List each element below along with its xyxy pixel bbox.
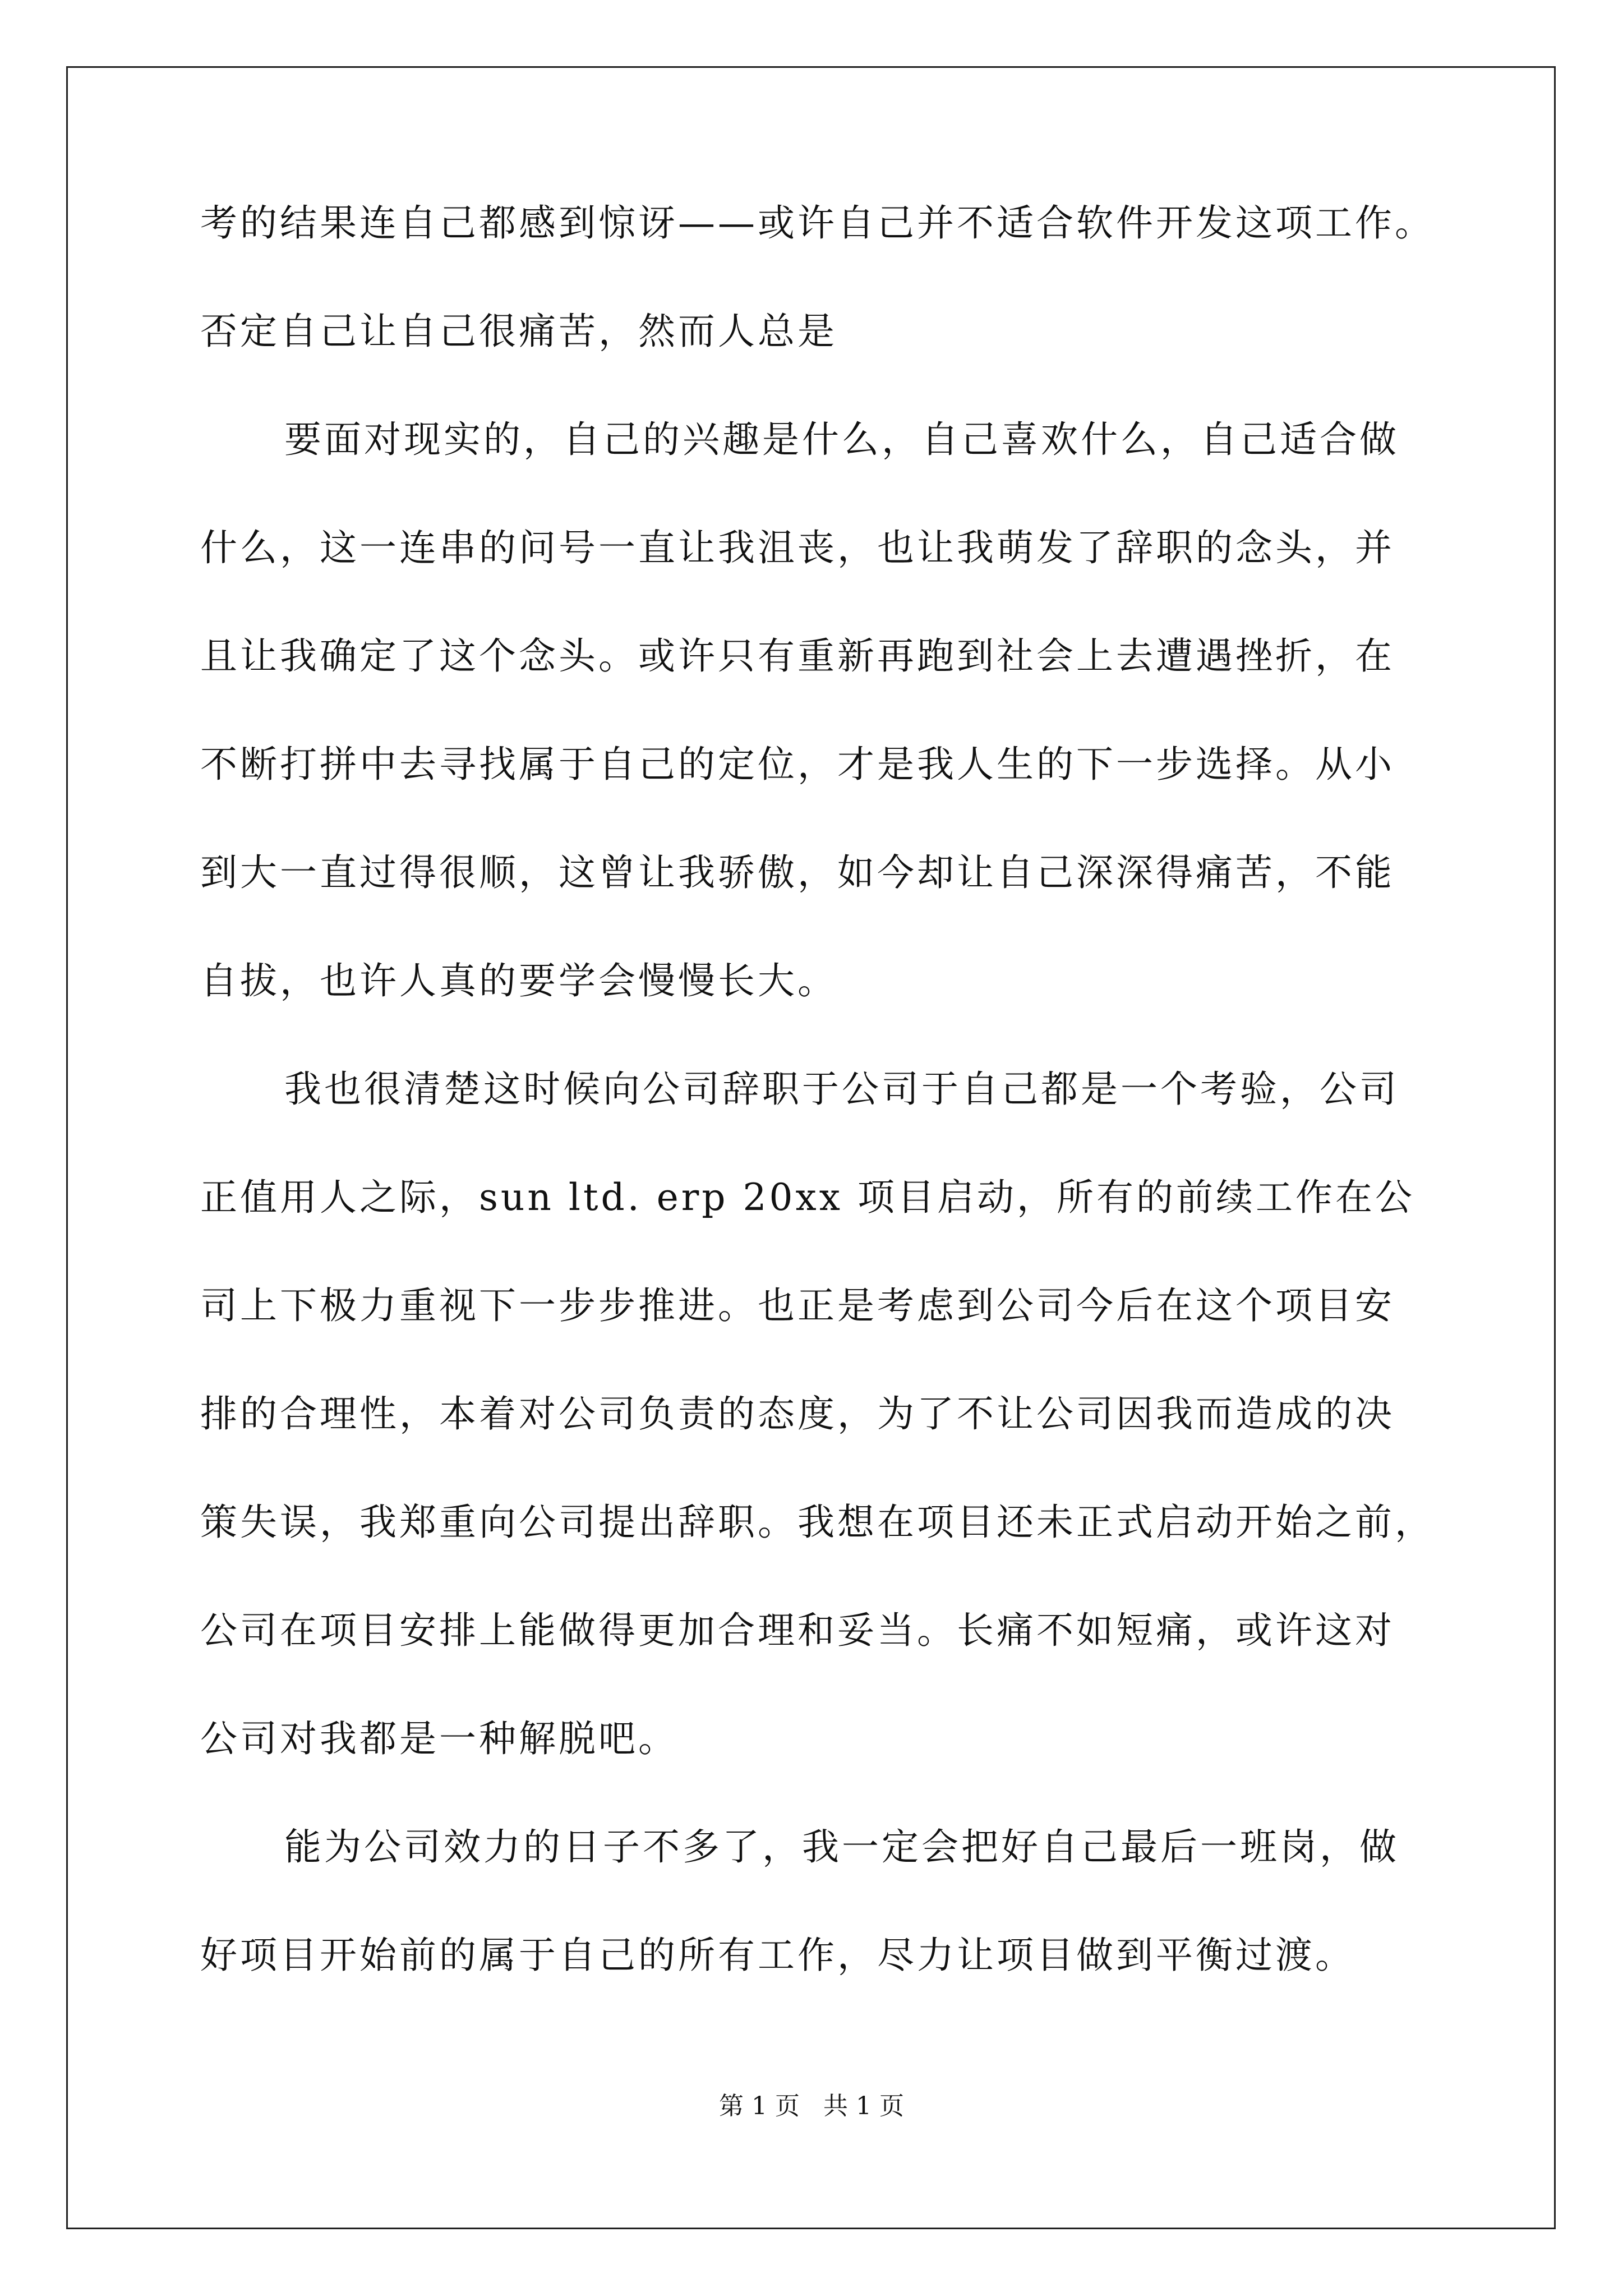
text-line: 排的合理性，本着对公司负责的态度，为了不让公司因我而造成的决 bbox=[200, 1392, 1395, 1435]
text-line: 公司对我都是一种解脱吧。 bbox=[200, 1717, 678, 1760]
text-line: 且让我确定了这个念头。或许只有重新再跑到社会上去遭遇挫折，在 bbox=[200, 634, 1395, 678]
document-body bbox=[200, 196, 1434, 2037]
text-line: 不断打拼中去寻找属于自己的定位，才是我人生的下一步选择。从小 bbox=[200, 743, 1395, 786]
text-line: 司上下极力重视下一步步推进。也正是考虑到公司今后在这个项目安 bbox=[200, 1284, 1395, 1327]
text-line: 自拔，也许人真的要学会慢慢长大。 bbox=[200, 959, 837, 1002]
text-line: 到大一直过得很顺，这曾让我骄傲，如今却让自己深深得痛苦，不能 bbox=[200, 851, 1395, 894]
page-number-footer: 第 1 页 共 1 页 bbox=[719, 2092, 904, 2120]
text-line: 正值用人之际，sun ltd. erp 20xx 项目启动，所有的前续工作在公 bbox=[200, 1176, 1415, 1219]
text-line: 什么，这一连串的问号一直让我沮丧，也让我萌发了辞职的念头，并 bbox=[200, 526, 1395, 569]
paragraph-start-line: 我也很清楚这时候向公司辞职于公司于自己都是一个考验，公司 bbox=[284, 1068, 1399, 1111]
text-line: 否定自己让自己很痛苦，然而人总是 bbox=[200, 310, 837, 353]
paragraph-start-line: 要面对现实的，自己的兴趣是什么，自己喜欢什么，自己适合做 bbox=[284, 418, 1399, 461]
text-line: 好项目开始前的属于自己的所有工作，尽力让项目做到平衡过渡。 bbox=[200, 1934, 1355, 1977]
text-line: 考的结果连自己都感到惊讶——或许自己并不适合软件开发这项工作。 bbox=[200, 201, 1435, 245]
paragraph-start-line: 能为公司效力的日子不多了，我一定会把好自己最后一班岗，做 bbox=[284, 1825, 1399, 1869]
text-line: 策失误，我郑重向公司提出辞职。我想在项目还未正式启动开始之前， bbox=[200, 1501, 1435, 1544]
text-line: 公司在项目安排上能做得更加合理和妥当。长痛不如短痛，或许这对 bbox=[200, 1609, 1395, 1652]
